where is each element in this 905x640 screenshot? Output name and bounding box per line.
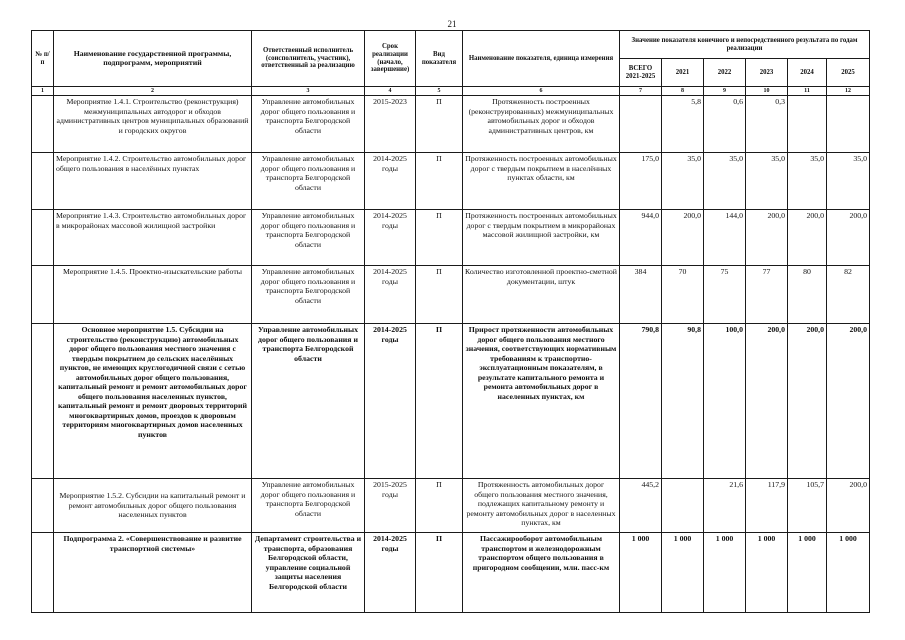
period: 2014-2025 годы [365,153,416,210]
column-number: 9 [704,87,746,96]
value-year: 100,0 [704,324,746,479]
indicator-name: Протяженность построенных автомобильных дорог с твердым покрытием в микрорайонах массовой жилищной застройки, км [463,210,620,266]
value-year [662,479,704,533]
header-year: 2021 [662,59,704,87]
value-year: 1 000 [704,533,746,613]
value-total: 175,0 [620,153,662,210]
indicator-type: П [416,479,463,533]
column-number: 2 [54,87,252,96]
indicator-name: Прирост протяженности автомобильных дорог общего пользования местного значения, соответствующих нормативным требованиям к транспортно-эксплуатационным показателям, в результате капитального ремонта и ремонта автомобильных дорог в населенных пунктах, км [463,324,620,479]
value-total: 1 000 [620,533,662,613]
indicator-name: Количество изготовленной проектно-сметной документации, штук [463,266,620,324]
executor: Управление автомобильных дорог общего пользования и транспорта Белгородской области [252,479,365,533]
table-row [32,479,870,533]
measure-name: Мероприятие 1.4.1. Строительство (реконструкция) межмуниципальных автодорог и обходов административных центров муниципальных образований и городских округов [54,96,252,153]
value-year: 0,3 [746,96,788,153]
value-year: 200,0 [788,210,827,266]
indicator-name: Протяженность построенных автомобильных дорог с твердым покрытием в населённых пунктах области, км [463,153,620,210]
row-num [32,153,54,210]
executor: Управление автомобильных дорог общего пользования и транспорта Белгородской области [252,324,365,479]
value-year: 77 [746,266,788,324]
executor: Управление автомобильных дорог общего пользования и транспорта Белгородской области [252,266,365,324]
row-num [32,479,54,533]
program-indicators-table [31,30,870,613]
value-year [788,96,827,153]
value-year: 200,0 [827,479,870,533]
indicator-type: П [416,210,463,266]
indicator-type: П [416,96,463,153]
header-type: Вид показателя [416,31,463,87]
column-number: 5 [416,87,463,96]
column-number: 4 [365,87,416,96]
header-name: Наименование государственной программы, подпрограмм, мероприятий [54,31,252,87]
value-total [620,96,662,153]
value-year: 21,6 [704,479,746,533]
page-number: 21 [447,19,457,29]
executor: Управление автомобильных дорог общего пользования и транспорта Белгородской области [252,96,365,153]
value-year: 70 [662,266,704,324]
table-row [32,153,870,210]
measure-name: Подпрограмма 2. «Совершенствование и развитие транспортной системы» [54,533,252,613]
period: 2014-2025 годы [365,324,416,479]
header-num: № п/п [32,31,54,87]
measure-name: Мероприятие 1.4.2. Строительство автомобильных дорог общего пользования в населённых пунктах [54,153,252,210]
measure-name: Основное мероприятие 1.5. Субсидии на строительство (реконструкцию) автомобильных дорог общего пользования местного значения с твердым покрытием до сельских населённых пунктов, не имеющих круглогодичной связи с сетью автомобильных дорог общего пользования, капитальный ремонт и ремонт автомобильных дорог общего пользования населенных пунктов, капитальный ремонт и ремонт дворовых территорий многоквартирных домов, проездов к дворовым территориям многоквартирных домов населенных пунктов [54,324,252,479]
measure-name: Мероприятие 1.5.2. Субсидии на капитальный ремонт и ремонт автомобильных дорог общего пользования населенных пунктов [54,479,252,533]
value-year: 200,0 [827,210,870,266]
value-year: 82 [827,266,870,324]
value-year: 35,0 [827,153,870,210]
value-year: 35,0 [746,153,788,210]
value-year: 35,0 [704,153,746,210]
indicator-type: П [416,266,463,324]
value-total: 384 [620,266,662,324]
table-row [32,324,870,479]
header-year: 2022 [704,59,746,87]
value-year: 200,0 [746,210,788,266]
table-row [32,210,870,266]
value-year: 80 [788,266,827,324]
value-year: 90,8 [662,324,704,479]
value-year: 1 000 [788,533,827,613]
indicator-type: П [416,153,463,210]
measure-name: Мероприятие 1.4.5. Проектно-изыскательские работы [54,266,252,324]
header-executor: Ответственный исполнитель (соисполнитель, участник), ответственный за реализацию [252,31,365,87]
column-number: 3 [252,87,365,96]
value-year: 35,0 [788,153,827,210]
value-year [827,96,870,153]
column-number: 10 [746,87,788,96]
value-year: 1 000 [827,533,870,613]
header-period: Срок реализации (начало, завершение) [365,31,416,87]
table-row [32,266,870,324]
column-number: 6 [463,87,620,96]
period: 2014-2025 годы [365,210,416,266]
value-year: 200,0 [788,324,827,479]
header-year: 2023 [746,59,788,87]
executor: Департамент строительства и транспорта, образования Белгородской области, управление социальной защиты населения Белгородской области [252,533,365,613]
period: 2014-2025 годы [365,533,416,613]
period: 2015-2025 годы [365,479,416,533]
value-year: 105,7 [788,479,827,533]
value-year: 200,0 [662,210,704,266]
row-num [32,533,54,613]
value-year: 35,0 [662,153,704,210]
table-row [32,96,870,153]
row-num [32,324,54,479]
header-year: 2024 [788,59,827,87]
measure-name: Мероприятие 1.4.3. Строительство автомобильных дорог в микрорайонах массовой жилищной застройки [54,210,252,266]
indicator-name: Пассажирооборот автомобильным транспортом и железнодорожным транспортом общего пользования в пригородном сообщении, млн. пасс-км [463,533,620,613]
value-year: 5,8 [662,96,704,153]
indicator-type: П [416,324,463,479]
row-num [32,266,54,324]
column-number: 1 [32,87,54,96]
value-total: 944,0 [620,210,662,266]
value-year: 1 000 [662,533,704,613]
row-num [32,96,54,153]
column-number: 8 [662,87,704,96]
indicator-type: П [416,533,463,613]
header-total: ВСЕГО 2021-2025 [620,59,662,87]
header-year: 2025 [827,59,870,87]
value-year: 1 000 [746,533,788,613]
value-year: 75 [704,266,746,324]
value-year: 200,0 [827,324,870,479]
value-year: 117,9 [746,479,788,533]
value-year: 144,0 [704,210,746,266]
column-number: 11 [788,87,827,96]
value-total: 790,8 [620,324,662,479]
indicator-name: Протяженность автомобильных дорог общего пользования местного значения, подлежащих капитальному ремонту и ремонту автомобильных дорог в населенных пунктах, км [463,479,620,533]
header-indicator: Наименование показателя, единица измерения [463,31,620,87]
period: 2015-2023 [365,96,416,153]
column-number: 12 [827,87,870,96]
value-year: 0,6 [704,96,746,153]
indicator-name: Протяженность построенных (реконструированных) межмуниципальных автомобильных дорог и обходов административных центров, км [463,96,620,153]
period: 2014-2025 годы [365,266,416,324]
table-row [32,533,870,613]
executor: Управление автомобильных дорог общего пользования и транспорта Белгородской области [252,153,365,210]
row-num [32,210,54,266]
executor: Управление автомобильных дорог общего пользования и транспорта Белгородской области [252,210,365,266]
header-values-group: Значение показателя конечного и непосредственного результата по годам реализации [620,31,870,59]
column-number: 7 [620,87,662,96]
value-year: 200,0 [746,324,788,479]
value-total: 445,2 [620,479,662,533]
